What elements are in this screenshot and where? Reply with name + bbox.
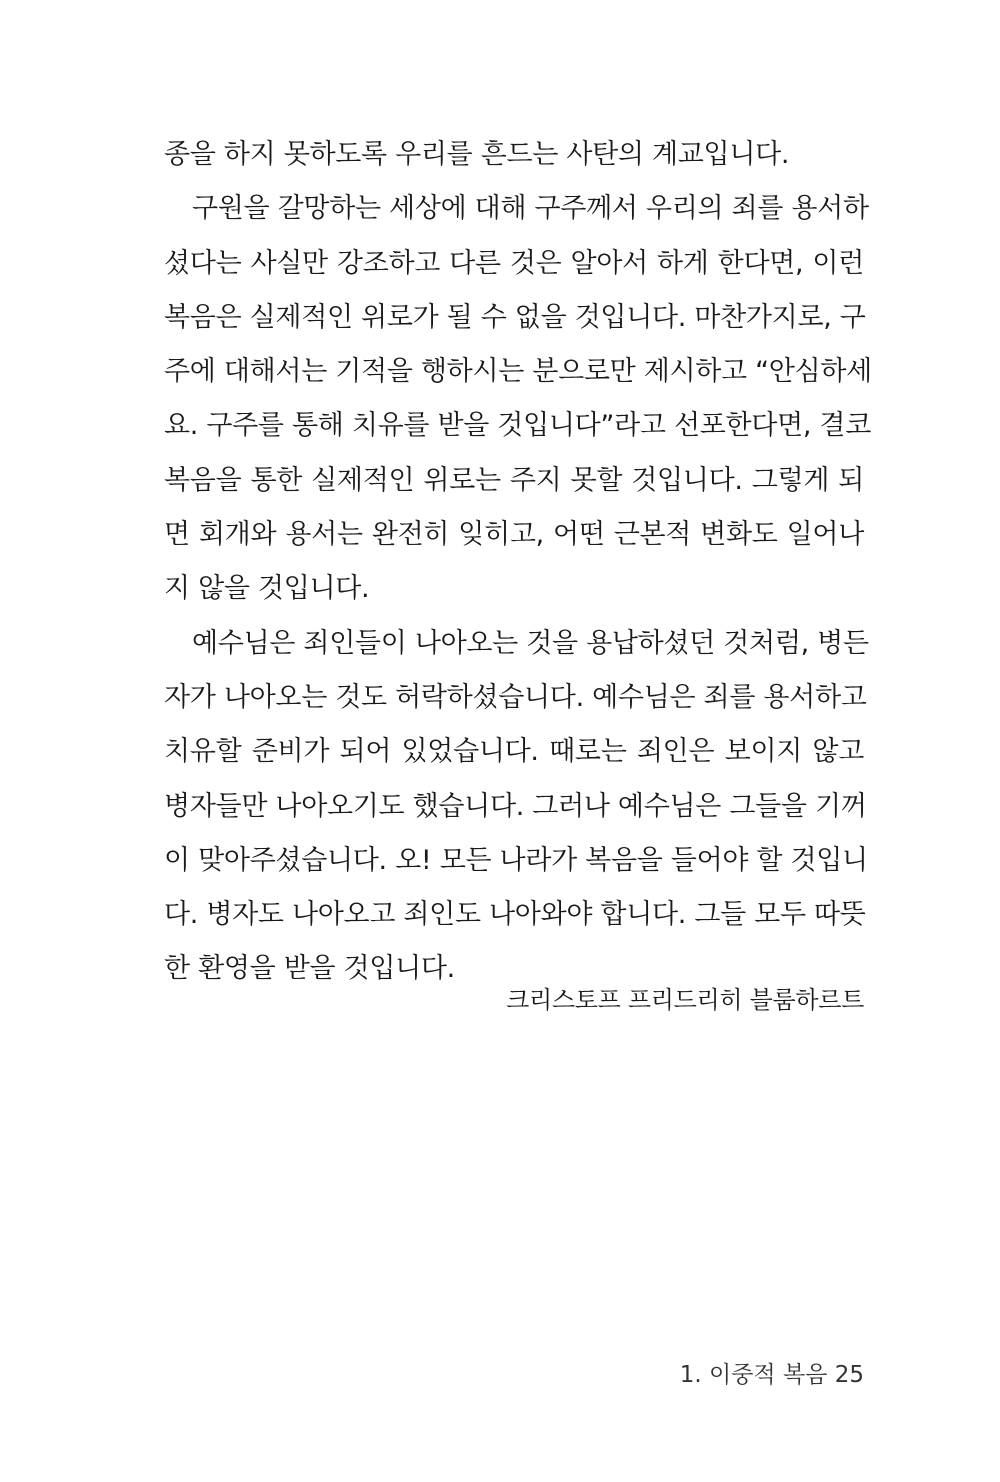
- text-line: 면 회개와 용서는 완전히 잊히고, 어떤 근본적 변화도 일어나: [164, 519, 864, 551]
- text-line: 병자들만 나아오기도 했습니다. 그러나 예수님은 그들을 기꺼: [164, 790, 867, 822]
- text-line: 요. 구주를 통해 치유를 받을 것입니다”라고 선포한다면, 결코: [164, 410, 871, 442]
- page-footer: [600, 1360, 864, 1390]
- text-line: 복음은 실제적인 위로가 될 수 없을 것입니다. 마찬가지로, 구: [164, 301, 866, 333]
- text-line: 종을 하지 못하도록 우리를 흔드는 사탄의 계교입니다.: [164, 139, 790, 170]
- text-line: 주에 대해서는 기적을 행하시는 분으로만 제시하고 “안심하세: [164, 356, 872, 388]
- text-line: 구원을 갈망하는 세상에 대해 구주께서 우리의 죄를 용서하: [192, 193, 869, 225]
- chapter-title: 1. 이중적 복음: [679, 1362, 828, 1388]
- text-line: 치유할 준비가 되어 있었습니다. 때로는 죄인은 보이지 않고: [164, 736, 864, 768]
- body-text: [164, 128, 872, 997]
- text-line: 복음을 통한 실제적인 위로는 주지 못할 것입니다. 그렇게 되: [164, 464, 864, 496]
- page-number: 25: [834, 1362, 864, 1388]
- text-line: 이 맞아주셨습니다. 오! 모든 나라가 복음을 들어야 할 것입니: [164, 844, 868, 876]
- text-line: 자가 나아오는 것도 허락하셨습니다. 예수님은 죄를 용서하고: [164, 681, 867, 713]
- text-line: 한 환영을 받을 것입니다.: [164, 953, 455, 985]
- text-line: 다. 병자도 나아오고 죄인도 나아와야 합니다. 그들 모두 따뜻: [164, 899, 866, 931]
- text-line: 셨다는 사실만 강조하고 다른 것은 알아서 하게 한다면, 이런: [164, 247, 864, 279]
- author-signature: 크리스토프 프리드리히 블룸하르트: [506, 986, 864, 1014]
- text-line: 지 않을 것입니다.: [164, 573, 370, 605]
- text-line: 예수님은 죄인들이 나아오는 것을 용납하셨던 것처럼, 병든: [192, 627, 869, 659]
